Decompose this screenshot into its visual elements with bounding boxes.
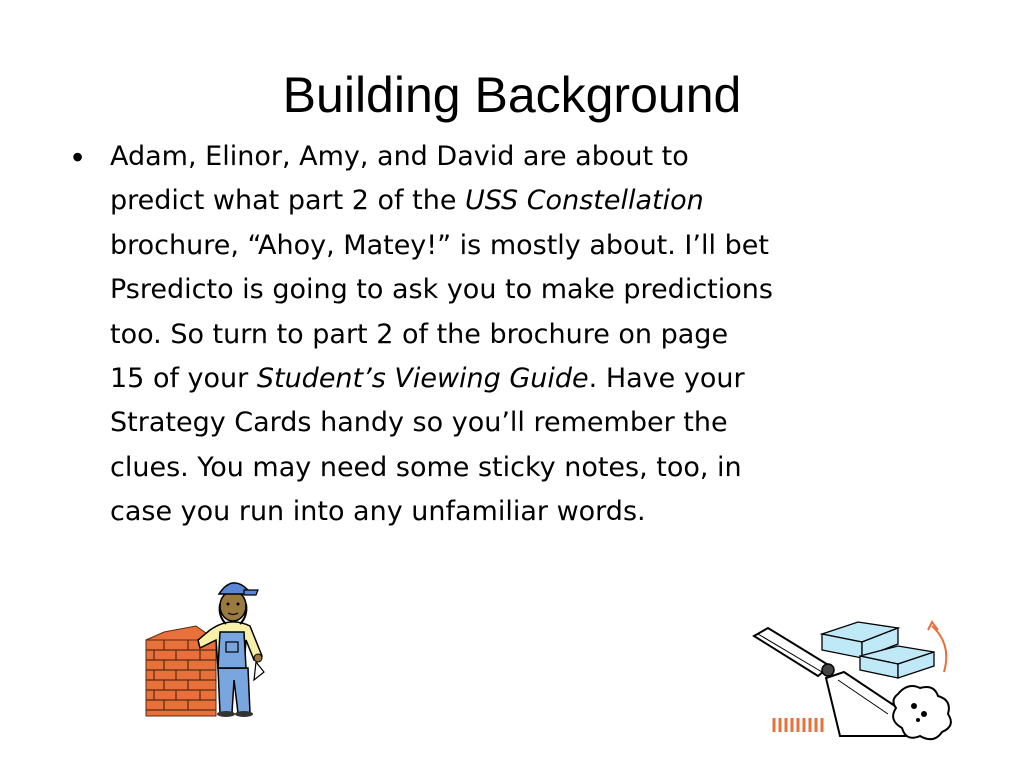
text-segment: Adam, Elinor, Amy, and David are about to xyxy=(110,141,689,172)
italic-title-text: USS Constellation xyxy=(465,185,704,217)
text-segment: Strategy Cards handy so you’ll remember the xyxy=(110,407,728,439)
paragraph-line xyxy=(110,490,972,534)
slide-title: Building Background xyxy=(282,67,742,123)
paragraph-line xyxy=(110,224,972,268)
paragraph-line xyxy=(110,179,972,223)
bricklayer-worker-illustration xyxy=(140,568,275,718)
text-segment: 15 of your xyxy=(110,363,257,395)
paragraph-line xyxy=(110,446,972,490)
text-segment: . Have your xyxy=(588,363,745,395)
bullet-icon: • xyxy=(72,139,84,175)
text-segment: predict what part 2 of the xyxy=(110,185,466,217)
paragraph-line xyxy=(110,135,972,179)
italic-title-text: Student’s Viewing Guide xyxy=(256,363,589,395)
paragraph-line xyxy=(110,313,972,357)
paragraph-line xyxy=(110,357,972,401)
text-segment: too. So turn to part 2 of the brochure on page xyxy=(110,318,729,350)
text-segment: clues. You may need some sticky notes, too, in xyxy=(110,451,742,483)
text-segment: brochure, “Ahoy, Matey!” is mostly about. I’ll bet xyxy=(110,229,769,261)
text-segment: case you run into any unfamiliar words. xyxy=(110,496,646,528)
paragraph-line xyxy=(110,268,972,312)
bullet-paragraph xyxy=(110,135,972,535)
stacked-bricks xyxy=(822,622,934,678)
trowel-and-bricks-illustration xyxy=(748,608,958,750)
text-segment: Psredicto is going to ask you to make predictions xyxy=(110,274,773,306)
paragraph-line xyxy=(110,401,972,445)
